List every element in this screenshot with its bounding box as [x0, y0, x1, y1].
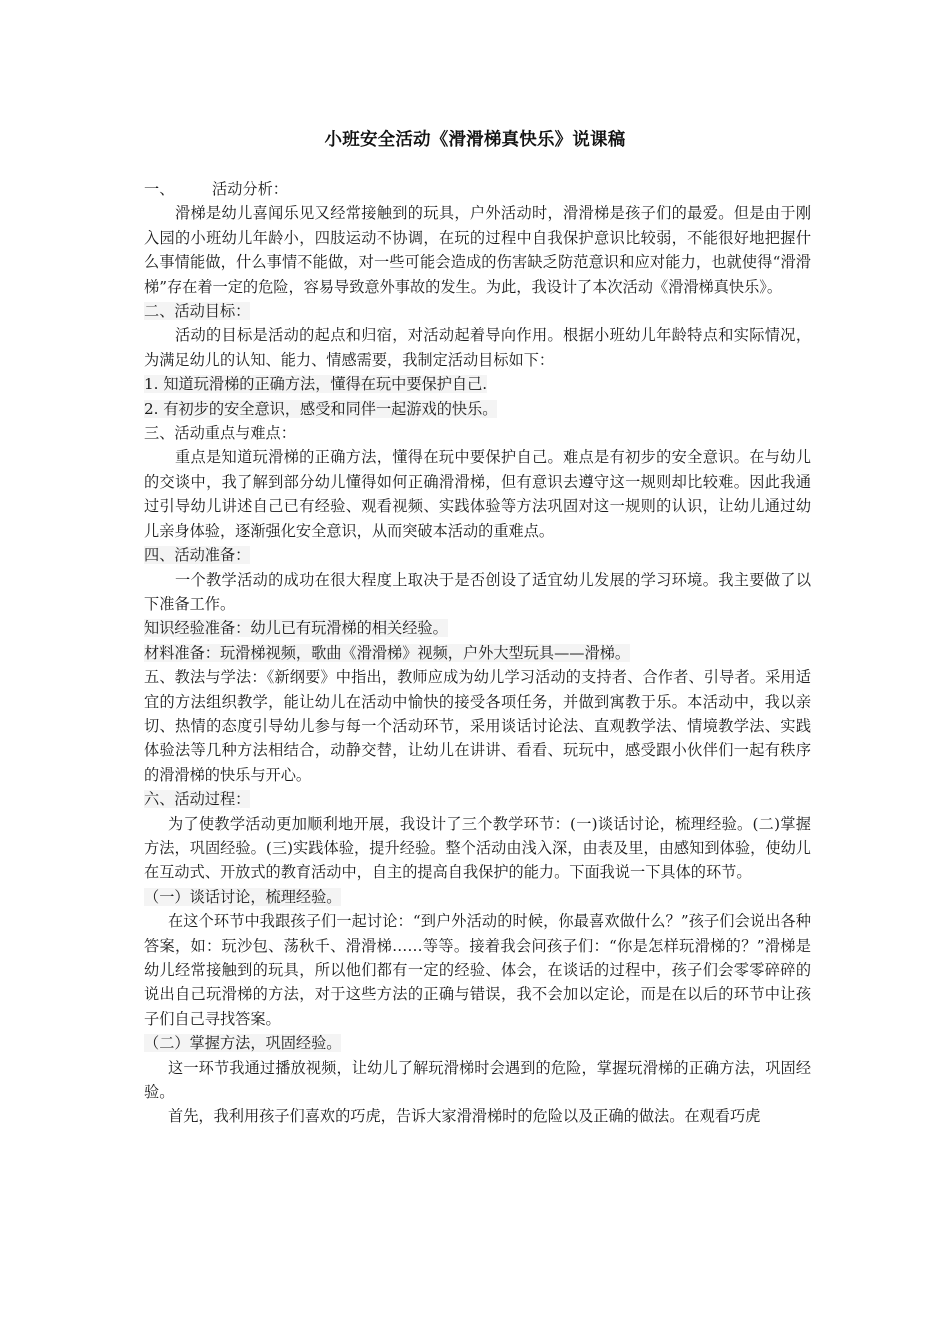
- section-4-paragraph: 一个教学活动的成功在很大程度上取决于是否创设了适宜幼儿发展的学习环境。我主要做了以下准备工作。: [144, 570, 811, 613]
- section-6-paragraph: 为了使教学活动更加顺利地开展，我设计了三个教学环节：(一)谈话讨论，梳理经验。(二)掌握方法，巩固经验。(三)实践体验，提升经验。整个活动由浅入深，由表及里，由感知到体验，使幼儿在互动式、开放式的教育活动中，自主的提高自我保护的能力。下面我说一下具体的环节。: [144, 814, 811, 882]
- subsection-2-heading: （二）掌握方法，巩固经验。: [144, 1034, 342, 1053]
- section-3-heading: 三、活动重点与难点：: [144, 424, 296, 443]
- section-3-paragraph: 重点是知道玩滑梯的正确方法，懂得在玩中要保护自己。难点是有初步的安全意识。在与幼儿的交谈中，我了解到部分幼儿懂得如何正确滑滑梯，但有意识去遵守这一规则却比较难。因此我通过引导幼儿讲述自己已有经验、观看视频、实践体验等方法巩固对这一规则的认识，让幼儿通过幼儿亲身体验，逐渐强化安全意识，从而突破本活动的重难点。: [144, 448, 811, 540]
- subsection-1-paragraph: 在这个环节中我跟孩子们一起讨论：“到户外活动的时候，你最喜欢做什么？”孩子们会说出各种答案，如：玩沙包、荡秋千、滑滑梯……等等。接着我会问孩子们：“你是怎样玩滑梯的？”滑梯是幼儿经常接触到的玩具，所以他们都有一定的经验、体会，在谈话的过程中，孩子们会零零碎碎的说出自己玩滑梯的方法，对于这些方法的正确与错误，我不会加以定论，而是在以后的环节中让孩子们自己寻找答案。: [144, 912, 811, 1028]
- knowledge-preparation: 知识经验准备：幼儿已有玩滑梯的相关经验。: [144, 619, 448, 638]
- document-title: 小班安全活动《滑滑梯真快乐》说课稿: [324, 130, 626, 150]
- document-body: [144, 177, 811, 1129]
- materials-preparation: 材料准备：玩滑梯视频，歌曲《滑滑梯》视频，户外大型玩具——滑梯。: [144, 643, 630, 662]
- subsection-1-heading: （一）谈话讨论，梳理经验。: [144, 887, 342, 906]
- section-6-heading: 六、活动过程：: [144, 790, 251, 809]
- goal-2: 2. 有初步的安全意识，感受和同伴一起游戏的快乐。: [144, 399, 498, 418]
- section-1-heading: [144, 177, 811, 201]
- section-4-heading: 四、活动准备：: [144, 546, 251, 565]
- section-1-title: 活动分析：: [212, 180, 288, 198]
- section-1-paragraph: 滑梯是幼儿喜闻乐见又经常接触到的玩具，户外活动时，滑滑梯是孩子们的最爱。但是由于刚入园的小班幼儿年龄小，四肢运动不协调，在玩的过程中自我保护意识比较弱，不能很好地把握什么事情能做，什么事情不能做，对一些可能会造成的伤害缺乏防范意识和应对能力，也就使得“滑滑梯”存在着一定的危险，容易导致意外事故的发生。为此，我设计了本次活动《滑滑梯真快乐》。: [144, 204, 811, 296]
- subsection-2-paragraph-1: 这一环节我通过播放视频，让幼儿了解玩滑梯时会遇到的危险，掌握玩滑梯的正确方法，巩固经验。: [144, 1058, 811, 1102]
- subsection-2-paragraph-2: 首先，我利用孩子们喜欢的巧虎，告诉大家滑滑梯时的危险以及正确的做法。在观看巧虎: [168, 1107, 761, 1126]
- goal-1: 1. 知道玩滑梯的正确方法，懂得在玩中要保护自己.: [144, 375, 488, 394]
- section-2-heading: 二、活动目标：: [144, 302, 251, 321]
- section-2-paragraph: 活动的目标是活动的起点和归宿，对活动起着导向作用。根据小班幼儿年龄特点和实际情况，为满足幼儿的认知、能力、情感需要，我制定活动目标如下：: [144, 326, 811, 369]
- section-5-paragraph: 五、教法与学法：《新纲要》中指出，教师应成为幼儿学习活动的支持者、合作者、引导者。采用适宜的方法组织教学，能让幼儿在活动中愉快的接受各项任务，并做到寓教于乐。本活动中，我以亲切、热情的态度引导幼儿参与每一个活动环节，采用谈话讨论法、直观教学法、情境教学法、实践体验法等几种方法相结合，动静交替，让幼儿在讲讲、看看、玩玩中，感受跟小伙伴们一起有秩序的滑滑梯的快乐与开心。: [144, 668, 811, 784]
- section-1-number: 一、: [144, 180, 175, 198]
